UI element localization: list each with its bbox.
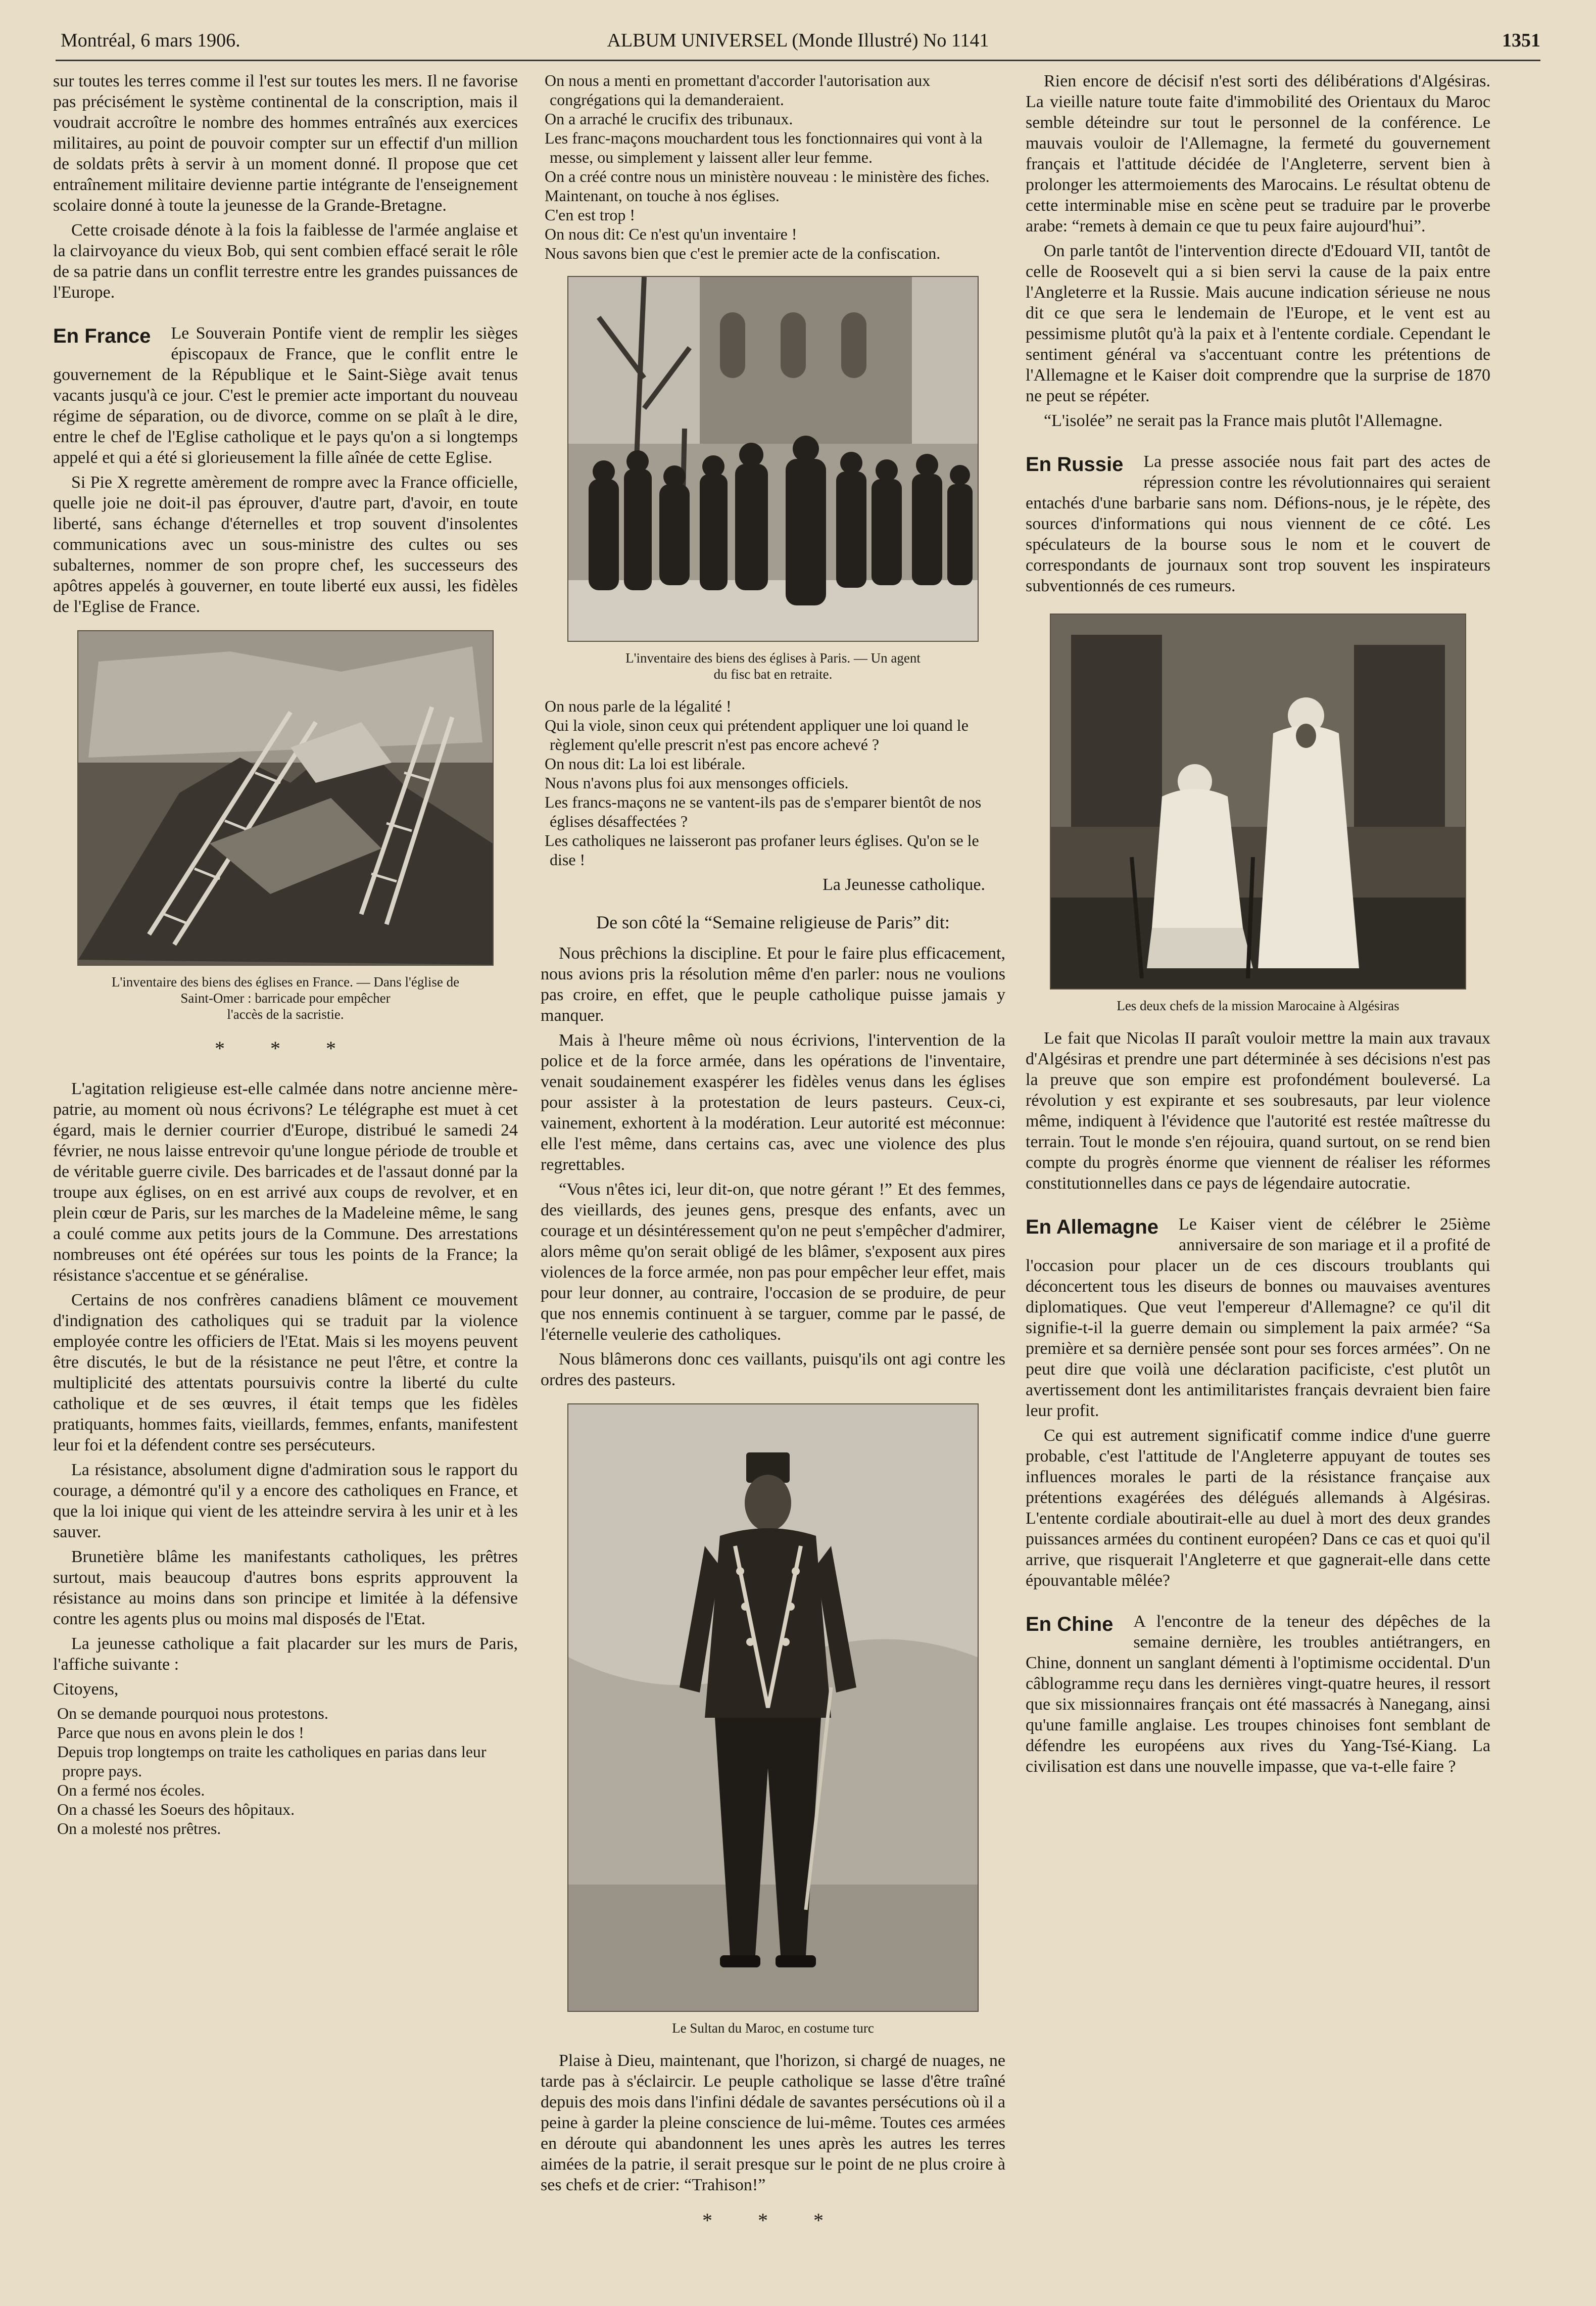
list-item: Qui la viole, sinon ceux qui prétendent appliquer une loi quand le règlement qu'elle prescrit n'est pas encore achevé ? <box>545 716 969 754</box>
list-item: Depuis trop longtemps on traite les catholiques en parias dans leur propre pays. <box>57 1743 487 1780</box>
section-separator: * * * <box>702 2209 844 2232</box>
paragraph: Ce qui est autrement significatif comme indice d'une guerre probable, c'est l'attitude de l'Angleterre appuyant de toutes ses influences morales le parti de la résistance française aux prétentions exagérées des délégués allemands à Algésiras. L'entente cordiale aboutirait-elle au duel à mort des deux grandes puissances armées du continent européen? Dans ce cas et quoi qu'il arrive, que risquerait l'Angleterre et que gagnerait-elle dans cette épouvantable mêlée? <box>1026 1426 1490 1590</box>
page-number: 1351 <box>1502 30 1540 51</box>
caption-line: L'inventaire des biens des églises en France. — Dans l'église de <box>111 974 460 990</box>
poster-list-continued <box>541 71 1005 263</box>
list-item: Les catholiques ne laisseront pas profaner leurs églises. Qu'on se le dise ! <box>545 831 979 869</box>
list-item: On a arraché le crucifix des tribunaux. <box>545 110 793 128</box>
list-item: C'en est trop ! <box>545 206 636 224</box>
paragraph: Le Souverain Pontife vient de remplir les sièges épiscopaux de France, que le conflit entre le gouvernement de la République et le Saint-Siège avait tenus vacants jusqu'à ce jour. C'est le premier acte important du nouveau régime de séparation, ou de divorce, comme on se plaît à le dire, entre le chef de l'Eglise catholique et le pays qu'on a si longtemps appelé et qui a été si glorieusement la fille aînée de cette Eglise. <box>53 324 518 467</box>
paragraph: La presse associée nous fait part des actes de répression contre les révolutionnaires qui seraient entachés d'une barbarie sans nom. Défions-nous, je le répète, des sources d'informations qui nous viennent de ce côté. Les spéculateurs de la bourse sous le nom et le couvert de correspondants de journaux sont trop souvent les inspirateurs subventionnés de ces rumeurs. <box>1026 452 1490 595</box>
paragraph: Brunetière blâme les manifestants catholiques, les prêtres surtout, mais beaucoup d'autres bons esprits approuvent la résistance au moins dans son principe et limitée à la défensive contre les agents plus ou moins mal disposés de l'Etat. <box>53 1547 518 1628</box>
paragraph: On parle tantôt de l'intervention directe d'Edouard VII, tantôt de celle de Roosevelt qui a si bien servi la cause de la paix entre l'Angleterre et la Russie. Mais aucune indication sérieuse ne nous dit ce que sera le lendemain de l'Europe, et le vent est au pessimisme plutôt qu'à la paix et à l'entente cordiale. Cependant le sentiment général va s'accentuant contre les prétentions de l'Allemagne et le Kaiser doit comprendre que la surprise de 1870 ne peut se répéter. <box>1026 242 1490 405</box>
photo-inventory-paris <box>567 276 979 642</box>
paragraph: La résistance, absolument digne d'admiration sous le rapport du courage, a démontré qu'il y a encore des catholiques en France, et que la loi inique qui vient de les atteindre servira à les unir et à les sauver. <box>53 1461 518 1541</box>
paragraph: Nous prêchions la discipline. Et pour le faire plus efficacement, nous avions pris la résolution même d'en parler: nous ne voulions pas croire, en effet, que le peuple catholique puisse jamais y manquer. <box>541 944 1005 1025</box>
list-item: On se demande pourquoi nous protestons. <box>57 1704 328 1722</box>
list-item: On nous dit: Ce n'est qu'un inventaire ! <box>545 225 797 243</box>
photo-sultan-du-maroc <box>567 1403 979 2012</box>
list-item: On a créé contre nous un ministère nouveau : le ministère des fiches. <box>545 167 990 185</box>
figure-caption <box>58 974 513 1022</box>
paragraph: Nous blâmerons donc ces vaillants, puisqu'ils ont agi contre les ordres des pasteurs. <box>541 1350 1005 1389</box>
list-item: On a chassé les Soeurs des hôpitaux. <box>57 1800 295 1818</box>
caption-line: Le Sultan du Maroc, en costume turc <box>672 2020 874 2036</box>
photo-barricade-saint-omer <box>77 630 494 966</box>
paragraph: Mais à l'heure même où nous écrivions, l'intervention de la police et de la force armée, dans les opérations de l'inventaire, venait soudainement exaspérer les fidèles venus dans les églises pour assister à la protestation de leurs pasteurs. Ceux-ci, vainement, exhortent à la modération. Leur autorité est méconnue: elle l'est même, dans certains cas, avec une violence des plus regrettables. <box>541 1031 1005 1174</box>
section-france <box>53 323 518 472</box>
section-heading: En Chine <box>1026 1613 1114 1635</box>
list-item: On nous parle de la légalité ! <box>545 697 732 715</box>
list-item: On nous a menti en promettant d'accorder l'autorisation aux congrégations qui la demanderaient. <box>545 71 931 109</box>
column-2 <box>541 71 1005 2286</box>
caption-line: l'accès de la sacristie. <box>227 1007 344 1022</box>
figure-caption <box>546 2020 1000 2036</box>
section-allemagne <box>1026 1214 1490 1425</box>
poster-salutation: Citoyens, <box>53 1680 119 1699</box>
list-item: On a molesté nos prêtres. <box>57 1819 221 1838</box>
figure-caption <box>546 650 1000 682</box>
paragraph: L'agitation religieuse est-elle calmée dans notre ancienne mère-patrie, au moment où nous écrivons? Le télégraphe est muet à cet égard, mais le dernier courrier d'Europe, distribué le samedi 24 février, ne nous laisse entrevoir qu'une longue période de trouble et de véritable guerre civile. Des barricades et de l'assaut donné par la troupe aux églises, on en est arrivé aux coups de revolver, et en plein cœur de Paris, sur les marches de la Madeleine même, le sang a coulé comme aux petits jours de la Commune. Des arrestations nombreuses ont été opérées sur tous les points de la France; la résistance s'accentue et se généralise. <box>53 1079 518 1285</box>
section-heading: En France <box>53 325 151 347</box>
caption-line: Les deux chefs de la mission Marocaine à Algésiras <box>1117 998 1399 1013</box>
column-1 <box>53 71 518 2286</box>
section-heading: En Allemagne <box>1026 1216 1159 1238</box>
paragraph: “L'isolée” ne serait pas la France mais plutôt l'Allemagne. <box>1044 411 1443 430</box>
header-title: ALBUM UNIVERSEL (Monde Illustré) No 1141 <box>607 30 989 51</box>
paragraph: Si Pie X regrette amèrement de rompre avec la France officielle, quelle joie ne doit-il pas éprouver, d'autre part, d'avoir, en toute liberté, sans échange d'éternelles et trop souvent d'insolentes communications avec un sous-ministre des cultes ou ses subalternes, nommer de son propre chef, les successeurs des apôtres appelés à gouverner, en toute liberté eux aussi, les fidèles de l'Eglise de France. <box>53 473 518 616</box>
figure-caption <box>1031 998 1485 1014</box>
paragraph: Le fait que Nicolas II paraît vouloir mettre la main aux travaux d'Algésiras et prendre une part déterminée à ses décisions n'est pas la preuve que son empire est profondément bouleversé. La révolution y est expirante et ses soubresauts, par leur violence même, indiquent à l'évidence que l'autorité est restée maîtresse du terrain. Tout le monde s'en réjouira, quand surtout, on se rend bien compte du progrès énorme que viennent de réaliser les réformes constitutionnelles dans ce pays de légendaire autocratie. <box>1026 1029 1490 1193</box>
poster-list-continued <box>541 696 1005 869</box>
page-header <box>56 24 1540 57</box>
signature: La Jeunesse catholique. <box>823 875 985 894</box>
list-item: Nous n'avons plus foi aux mensonges officiels. <box>545 774 849 792</box>
caption-line: Saint-Omer : barricade pour empêcher <box>180 991 391 1006</box>
paragraph: Le Kaiser vient de célébrer le 25ième anniversaire de son mariage et il a profité de l'occasion pour placer un de ces discours troublants qui déconcertent tous les diseurs de bonnes ou mauvaises aventures diplomatiques. Que veut l'empereur d'Allemagne? ce qu'il dit signifie-t-il la guerre demain ou simplement la paix armée? “Sa première et sa dernière pensée sont pour ses forces armées”. On ne peut dire que voilà une déclaration pacificiste, c'est plutôt un avertissement dont les antimilitaristes français devraient bien faire leur profit. <box>1026 1215 1490 1420</box>
photo-mission-marocaine <box>1050 614 1466 990</box>
paragraph: Rien encore de décisif n'est sorti des délibérations d'Algésiras. La vieille nature toute faite d'immobilité des Orientaux du Maroc semble déteindre sur tout le personnel de la conférence. Le mauvais vouloir de l'Allemagne, la fermeté du gouvernement français et l'attitude décidée de l'Angleterre, servent bien à prolonger les attermoiements des Marocains. Le résultat obtenu de cette interminable mise en scène peut se traduire par le proverbe arabe: “remets à demain ce que tu peux faire aujourd'hui”. <box>1026 72 1490 236</box>
caption-line: L'inventaire des biens des églises à Paris. — Un agent <box>625 650 921 666</box>
paragraph: Certains de nos confrères canadiens blâment ce mouvement d'indignation des catholiques qui se traduit par la violence employée contre les officiers de l'Etat. Mais si les moyens peuvent être discutés, le but de la résistance ne peut l'être, et contre la multiplicité des attentats poursuivis contre la liberté du culte catholique et de ses œuvres, il était temps que les fidèles pratiquants, hommes faits, vieillards, femmes, enfants, manifestent leur foi et la défendent contre ses persécuteurs. <box>53 1291 518 1454</box>
header-rule <box>56 60 1540 61</box>
section-russie <box>1026 451 1490 600</box>
list-item: Nous savons bien que c'est le premier acte de la confiscation. <box>545 244 941 262</box>
header-date: Montréal, 6 mars 1906. <box>61 30 240 51</box>
list-item: Les francs-maçons ne se vantent-ils pas de s'emparer bientôt de nos églises désaffectées ? <box>545 793 982 830</box>
paragraph: A l'encontre de la teneur des dépêches de la semaine dernière, les troubles antiétrangers, en Chine, donnent un sanglant démenti à l'optimisme occidental. D'un câblogramme reçu dans les dernières vingt-quatre heures, il ressort que six missionnaires français ont été massacrés à Nanegang, ainsi qu'une famille anglaise. Les troupes chinoises font semblant de défendre les européens aux rives du Yang-Tsé-Kiang. La civilisation est dans une nouvelle impasse, que va-t-elle faire ? <box>1026 1612 1490 1776</box>
paragraph: sur toutes les terres comme il l'est sur toutes les mers. Il ne favorise pas précisément le système continental de la conscription, mais il voudrait accroître le nombre des hommes entraînés aux exercices militaires, au point de pouvoir compter sur un effectif d'un million de soldats prêts à servir à un moment donné. Il propose que cet entraînement militaire devienne partie intégrante de l'enseignement scolaire donné à toute la jeunesse de la Grande-Bretagne. <box>53 72 518 215</box>
list-item: Parce que nous en avons plein le dos ! <box>57 1723 304 1742</box>
quote-intro: De son côté la “Semaine religieuse de Paris” dit: <box>596 912 950 932</box>
section-separator: * * * <box>215 1037 356 1060</box>
section-chine <box>1026 1611 1490 1781</box>
section-heading: En Russie <box>1026 453 1124 476</box>
list-item: Les franc-maçons mouchardent tous les fonctionnaires qui vont à la messe, ou simplement y laissent aller leur femme. <box>545 129 983 166</box>
list-item: On nous dit: La loi est libérale. <box>545 755 746 773</box>
paragraph: Plaise à Dieu, maintenant, que l'horizon, si chargé de nuages, ne tarde pas à s'éclaircir. Le peuple catholique se lasse d'être traîné depuis des mois dans l'infini dédale de savantes persécutions où il a peine à garder la pleine conscience de lui-même. Toutes ces armées en déroute qui abandonnent les unes après les autres les terres aimées de la patrie, il serait presque sur le point de ne plus croire à ses chefs et de crier: “Trahison!” <box>541 2051 1005 2194</box>
list-item: On a fermé nos écoles. <box>57 1781 205 1799</box>
caption-line: du fisc bat en retraite. <box>713 667 833 682</box>
paragraph: Cette croisade dénote à la fois la faiblesse de l'armée anglaise et la clairvoyance du vieux Bob, qui sent combien effacé serait le rôle de sa patrie dans un conflit terrestre entre les grandes puissances de l'Europe. <box>53 221 518 302</box>
list-item: Maintenant, on touche à nos églises. <box>545 186 780 205</box>
paragraph: La jeunesse catholique a fait placarder sur les murs de Paris, l'affiche suivante : <box>53 1634 518 1674</box>
paragraph: “Vous n'êtes ici, leur dit-on, que notre gérant !” Et des femmes, des vieillards, des jeunes gens, presque des enfants, avec un courage et un désintéressement qu'on ne peut s'empêcher d'admirer, alors même qu'on serait obligé de les blâmer, s'exposent aux pires violences de la force armée, non pas pour empêcher leur effet, mais pour leur donner, au contraire, l'occasion de se produire, de peur que nos ennemis continuent à se targuer, comme par le passé, de l'éternelle veulerie des catholiques. <box>541 1180 1005 1344</box>
column-3 <box>1026 71 1490 2286</box>
poster-list <box>53 1704 518 1838</box>
